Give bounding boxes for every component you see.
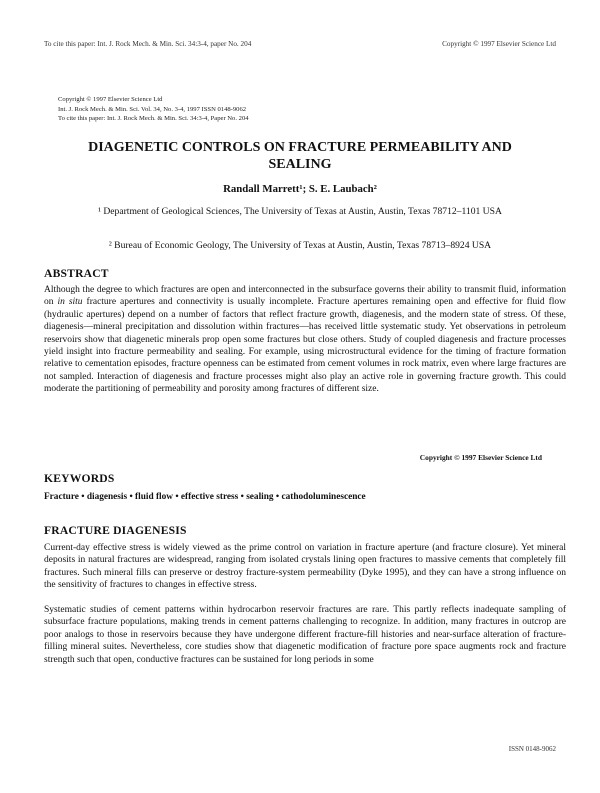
abstract-text-part2: fracture apertures and connectivity is usually incomplete. Fracture apertures remaining open and effective for fluid flow (hydraulic apertures) depend on a number of factors that reflect fracture growth, diagenesis, and the modern state of stress. Of these, diagenesis—mineral precipitation and dissolution within fractures—has received little systematic study. Yet observations in petroleum reservoirs show that diagenetic minerals prop open some fractures but close others. Study of coupled diagenesis and fracture processes yield insight into fracture permeability and sealing. For example, using microstructural evidence for the timing of fracture formation relative to cementation episodes, fracture openness can be estimated from cement volumes in rock matrix, even where large fractures are not sampled. Interaction of diagenesis and fracture processes might also play an active role in governing fracture growth. This could moderate the partitioning of permeability and porosity among fractures of different size. (44, 297, 567, 395)
running-header-right: Copyright © 1997 Elsevier Science Ltd (442, 40, 556, 48)
keywords-heading: KEYWORDS (44, 472, 115, 485)
citation-cite-line: To cite this paper: Int. J. Rock Mech. & Min. Sci. 34:3-4, Paper No. 204 (58, 115, 249, 123)
affiliation-2: ² Bureau of Economic Geology, The University of Texas at Austin, Austin, Texas 78713–8924 USA (108, 240, 492, 251)
affiliation-1: ¹ Department of Geological Sciences, The University of Texas at Austin, Austin, Texas 78712–1101 USA (98, 206, 502, 217)
keywords-list: Fracture • diagenesis • fluid flow • effective stress • sealing • cathodoluminescence (44, 492, 366, 502)
body-paragraph-1: Current-day effective stress is widely viewed as the prime control on variation in fracture aperture (and fracture closure). Yet mineral deposits in natural fractures are widespread, ranging from isolated crystals lining open fractures to massive cements that completely fill fractures. Such mineral fills can preserve or destroy fracture-system permeability (Dyke 1995), and they can have a strong influence on the sensitivity of fractures to changes in effective stress. (44, 543, 566, 591)
citation-block (58, 95, 249, 124)
paper-title: DIAGENETIC CONTROLS ON FRACTURE PERMEABILITY AND SEALING (88, 140, 512, 172)
footer-issn: ISSN 0148-9062 (508, 745, 556, 753)
abstract-heading: ABSTRACT (44, 267, 109, 280)
section-heading-fracture-diagenesis: FRACTURE DIAGENESIS (44, 524, 187, 537)
abstract-text-part1: Although the degree to which fractures are open and interconnected in the subsurface governs their ability to transmit fluid, information on (44, 285, 566, 308)
citation-journal: Int. J. Rock Mech. & Min. Sci. Vol. 34, No. 3-4, 1997 ISSN 0148-9062 (58, 105, 247, 113)
body-paragraph-2: Systematic studies of cement patterns within hydrocarbon reservoir fractures are rare. This partly reflects inadequate sampling of subsurface fracture populations, making trends in cement patterns challenging to recognize. In addition, many fractures in outcrop are poor analogs to those in reservoirs because they have undergone different fracture-fill histories and near-surface alteration of fracture-filling mineral suites. Nevertheless, core studies show that diagenetic modification of fracture pore space augments rock and fracture strength such that open, conductive fractures can be sustained for long periods in some (44, 605, 566, 665)
citation-copyright: Copyright © 1997 Elsevier Science Ltd (58, 96, 163, 103)
running-header-left: To cite this paper: Int. J. Rock Mech. & Min. Sci. 34:3-4, paper No. 204 (44, 40, 252, 48)
abstract-text (44, 284, 566, 396)
abstract-text-italic: in situ (57, 297, 83, 308)
abstract-copyright: Copyright © 1997 Elsevier Science Ltd (419, 453, 542, 462)
authors: Randall Marrett¹; S. E. Laubach² (223, 183, 377, 195)
